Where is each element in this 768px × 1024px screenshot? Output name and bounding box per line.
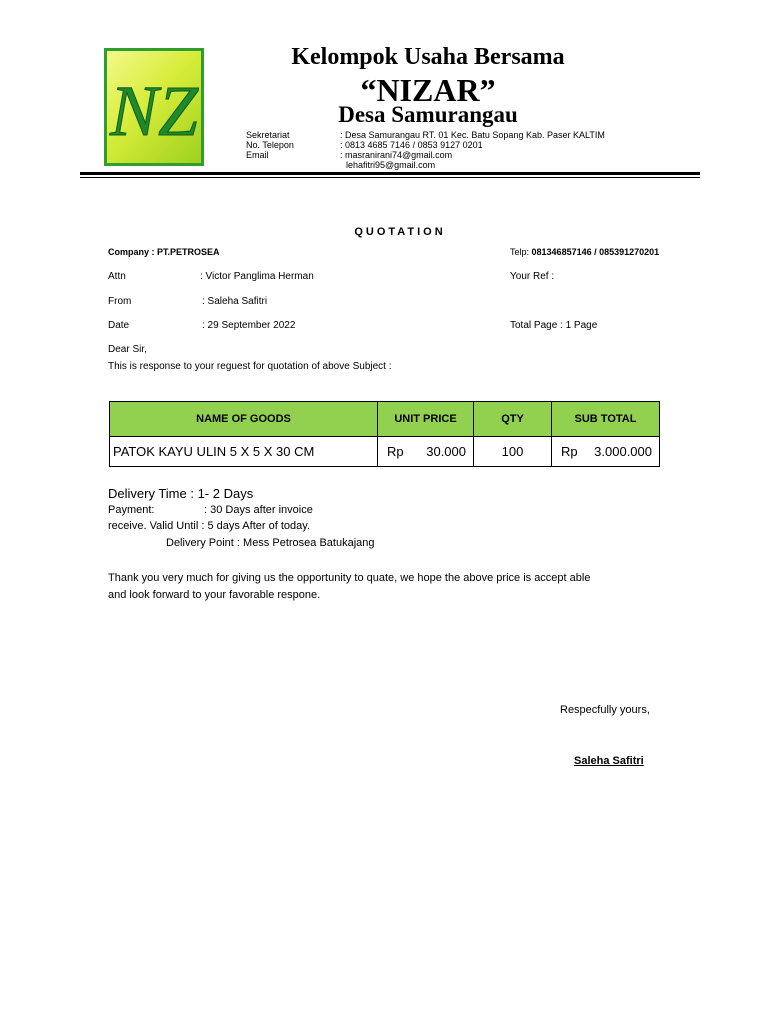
signer-name: Saleha Safitri: [574, 755, 644, 767]
regards: Respecfully yours,: [560, 704, 650, 716]
closing-line-2: and look forward to your favorable respone.: [108, 589, 321, 601]
delivery-point: Delivery Point : Mess Petrosea Batukajang: [166, 537, 375, 549]
contact-value-2: : 0813 4685 7146 / 0853 9127 0201: [340, 140, 483, 150]
attn-label: Attn: [108, 271, 126, 282]
date-value: : 29 September 2022: [202, 320, 296, 331]
unit-price-value: 30.000: [426, 444, 466, 459]
closing-line-1: Thank you very much for giving us the opportunity to quate, we hope the above price is accept able: [108, 572, 591, 584]
header-unit-price: UNIT PRICE: [378, 402, 474, 437]
header-sub-total: SUB TOTAL: [552, 402, 660, 437]
your-ref: Your Ref :: [510, 271, 555, 282]
table-header-row: [110, 402, 660, 437]
header-rule-thick: [80, 172, 700, 175]
telp-label: Telp:: [510, 247, 530, 257]
cell-goods-name: PATOK KAYU ULIN 5 X 5 X 30 CM: [110, 437, 378, 467]
org-village: Desa Samurangau: [338, 102, 518, 127]
payment-label: Payment:: [108, 504, 155, 516]
greeting: Dear Sir,: [108, 344, 147, 355]
cell-unit-price: [378, 437, 474, 467]
intro-text: This is response to your reguest for quotation of above Subject :: [108, 361, 392, 372]
cell-qty: 100: [474, 437, 552, 467]
contact-label-1: Sekretariat: [246, 130, 290, 140]
contact-value-3: : masranirani74@gmail.com: [340, 150, 453, 160]
date-label: Date: [108, 320, 130, 331]
header-qty: QTY: [474, 402, 552, 437]
contact-label-3: Email: [246, 150, 269, 160]
header-name-of-goods: NAME OF GOODS: [110, 402, 378, 437]
delivery-time: Delivery Time : 1- 2 Days: [108, 486, 254, 501]
sub-currency: Rp: [561, 444, 578, 459]
payment-value: : 30 Days after invoice: [204, 504, 313, 516]
from-label: From: [108, 296, 132, 307]
contact-label-2: No. Telepon: [246, 140, 294, 150]
org-name: Kelompok Usaha Bersama: [291, 44, 565, 70]
telp: [510, 247, 659, 257]
cell-sub-total: [552, 437, 660, 467]
attn-value: : Victor Panglima Herman: [200, 271, 314, 282]
org-brand: “NIZAR”: [360, 72, 496, 108]
contact-value-1: : Desa Samurangau RT. 01 Kec. Batu Sopang Kab. Paser KALTIM: [340, 130, 605, 140]
total-page: Total Page : 1 Page: [510, 320, 598, 331]
contact-value-4: lehafitri95@gmail.com: [346, 160, 436, 170]
logo-text: NZ: [109, 71, 199, 151]
goods-table: [109, 401, 660, 467]
table-row: [110, 437, 660, 467]
logo-mark: [107, 51, 201, 163]
telp-value: 081346857146 / 085391270201: [531, 247, 660, 257]
document-title: QUOTATION: [354, 226, 446, 238]
from-value: : Saleha Safitri: [202, 296, 268, 307]
logo: [104, 48, 204, 166]
header-rule-thin: [80, 177, 700, 178]
unit-currency: Rp: [387, 444, 404, 459]
sub-total-value: 3.000.000: [594, 444, 652, 459]
company: Company : PT.PETROSEA: [108, 247, 220, 257]
validity: receive. Valid Until : 5 days After of today.: [108, 520, 310, 532]
